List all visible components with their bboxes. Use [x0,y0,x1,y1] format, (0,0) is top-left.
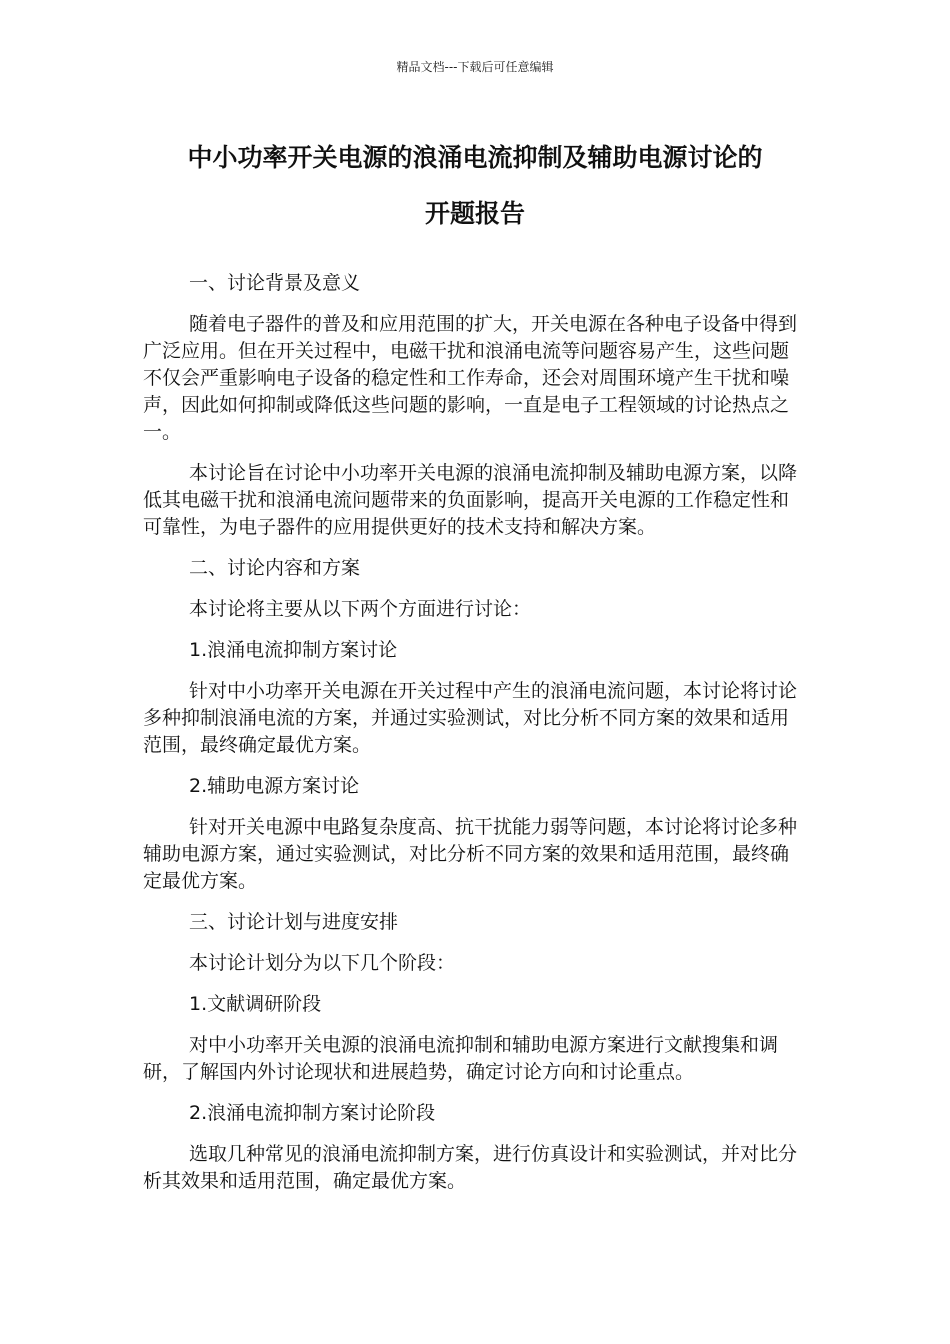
paragraph-auxiliary-power: 针对开关电源中电路复杂度高、抗干扰能力弱等问题，本讨论将讨论多种辅助电源方案，通过实验测试，对比分析不同方案的效果和适用范围，最终确定最优方案。 [143,816,798,892]
document-title-line-2: 开题报告 [424,199,525,228]
section-heading-1: 一、讨论背景及意义 [189,272,361,294]
subheading-surge-stage: 2.浪涌电流抑制方案讨论阶段 [189,1102,436,1124]
subheading-auxiliary-power: 2.辅助电源方案讨论 [189,775,360,797]
paragraph-background: 随着电子器件的普及和应用范围的扩大，开关电源在各种电子设备中得到广泛应用。但在开关过程中，电磁干扰和浪涌电流等问题容易产生，这些问题不仅会严重影响电子设备的稳定性和工作寿命，还会对周围环境产生干扰和噪声，因此如何抑制或降低这些问题的影响，一直是电子工程领域的讨论热点之一。 [143,313,798,443]
paragraph-purpose: 本讨论旨在讨论中小功率开关电源的浪涌电流抑制及辅助电源方案，以降低其电磁干扰和浪涌电流问题带来的负面影响，提高开关电源的工作稳定性和可靠性，为电子器件的应用提供更好的技术支持和解决方案。 [143,462,798,538]
paragraph-surge-suppression: 针对中小功率开关电源在开关过程中产生的浪涌电流问题，本讨论将讨论多种抑制浪涌电流的方案，并通过实验测试，对比分析不同方案的效果和适用范围，最终确定最优方案。 [143,680,798,756]
document-title-line-1: 中小功率开关电源的浪涌电流抑制及辅助电源讨论的 [187,143,763,172]
paragraph-plan-intro: 本讨论计划分为以下几个阶段： [189,952,456,974]
paragraph-literature-review: 对中小功率开关电源的浪涌电流抑制和辅助电源方案进行文献搜集和调研，了解国内外讨论现状和进展趋势，确定讨论方向和讨论重点。 [143,1034,779,1083]
paragraph-content-intro: 本讨论将主要从以下两个方面进行讨论： [189,598,532,620]
section-heading-2: 二、讨论内容和方案 [189,557,361,579]
section-heading-3: 三、讨论计划与进度安排 [189,911,399,933]
subheading-surge-suppression: 1.浪涌电流抑制方案讨论 [189,639,398,661]
header-note: 精品文档---下载后可任意编辑 [396,60,554,74]
subheading-literature-review: 1.文献调研阶段 [189,993,322,1015]
paragraph-surge-stage: 选取几种常见的浪涌电流抑制方案，进行仿真设计和实验测试，并对比分析其效果和适用范围，确定最优方案。 [143,1143,798,1192]
document-body [143,270,797,1209]
